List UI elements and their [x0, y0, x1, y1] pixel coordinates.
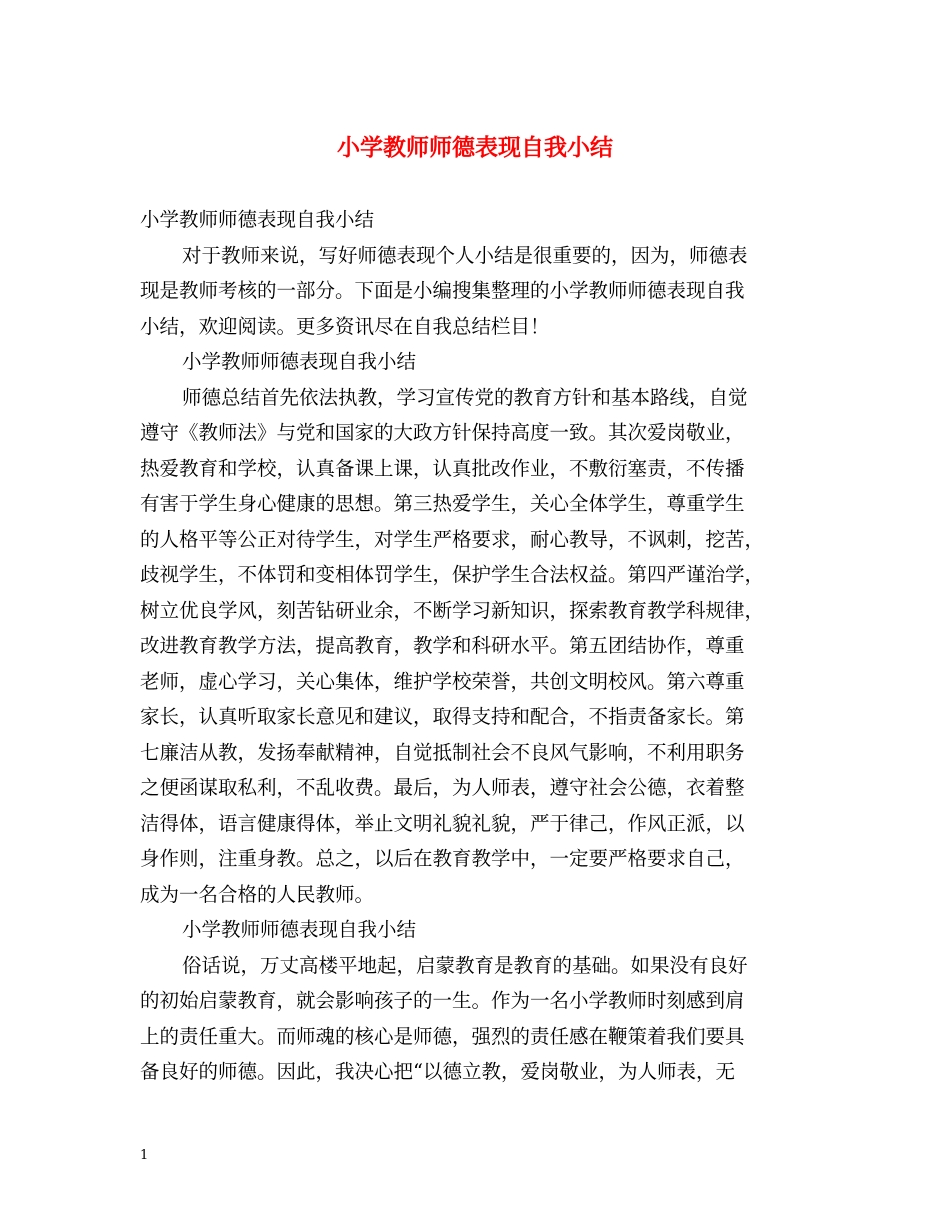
body-line: 七廉洁从教，发扬奉献精神，自觉抵制社会不良风气影响，不利用职务 [140, 740, 745, 764]
body-line: 俗话说，万丈高楼平地起，启蒙教育是教育的基础。如果没有良好 [182, 953, 748, 977]
body-line: 树立优良学风，刻苦钻研业余，不断学习新知识，探索教育教学科规律， [140, 598, 765, 622]
body-line: 师德总结首先依法执教，学习宣传党的教育方针和基本路线，自觉 [182, 385, 748, 409]
body-line: 小学教师师德表现自我小结 [182, 918, 417, 941]
body-line: 成为一名合格的人民教师。 [140, 882, 375, 906]
body-line: 洁得体，语言健康得体，举止文明礼貌礼貌，严于律己，作风正派，以 [140, 811, 745, 835]
body-line: 身作则，注重身教。总之，以后在教育教学中，一定要严格要求自己， [140, 847, 745, 870]
body-line: 小学教师师德表现自我小结 [140, 208, 375, 231]
body-line: 热爱教育和学校，认真备课上课，认真批改作业，不敷衍塞责，不传播 [140, 456, 745, 480]
body-line: 之便函谋取私利，不乱收费。最后，为人师表，遵守社会公德，衣着整 [140, 776, 745, 799]
body-line: 有害于学生身心健康的思想。第三热爱学生，关心全体学生，尊重学生 [140, 492, 745, 515]
document-title: 小学教师师德表现自我小结 [337, 134, 613, 161]
body-line: 改进教育教学方法，提高教育，教学和科研水平。第五团结协作，尊重 [140, 634, 745, 657]
body-line: 小结，欢迎阅读。更多资讯尽在自我总结栏目！ [140, 314, 550, 338]
body-line: 歧视学生，不体罚和变相体罚学生，保护学生合法权益。第四严谨治学， [140, 563, 765, 586]
document-body [140, 202, 816, 1090]
body-line: 的人格平等公正对待学生，对学生严格要求，耐心教导，不讽刺，挖苦， [140, 527, 765, 551]
body-line: 对于教师来说，写好师德表现个人小结是很重要的，因为，师德表 [182, 243, 748, 267]
body-line: 的初始启蒙教育，就会影响孩子的一生。作为一名小学教师时刻感到肩 [140, 989, 745, 1012]
body-line: 老师，虚心学习，关心集体，维护学校荣誉，共创文明校风。第六尊重 [140, 669, 745, 693]
body-line: 上的责任重大。而师魂的核心是师德，强烈的责任感在鞭策着我们要具 [140, 1024, 745, 1048]
page-number: 1 [140, 1148, 149, 1163]
body-line: 现是教师考核的一部分。下面是小编搜集整理的小学教师师德表现自我 [140, 279, 745, 302]
body-line: 遵守《教师法》与党和国家的大政方针保持高度一致。其次爱岗敬业， [140, 421, 745, 444]
body-line: 小学教师师德表现自我小结 [182, 350, 417, 373]
body-line: 家长，认真听取家长意见和建议，取得支持和配合，不指责备家长。第 [140, 705, 745, 728]
body-line: 备良好的师德。因此，我决心把“以德立教，爱岗敬业，为人师表，无 [140, 1060, 735, 1083]
